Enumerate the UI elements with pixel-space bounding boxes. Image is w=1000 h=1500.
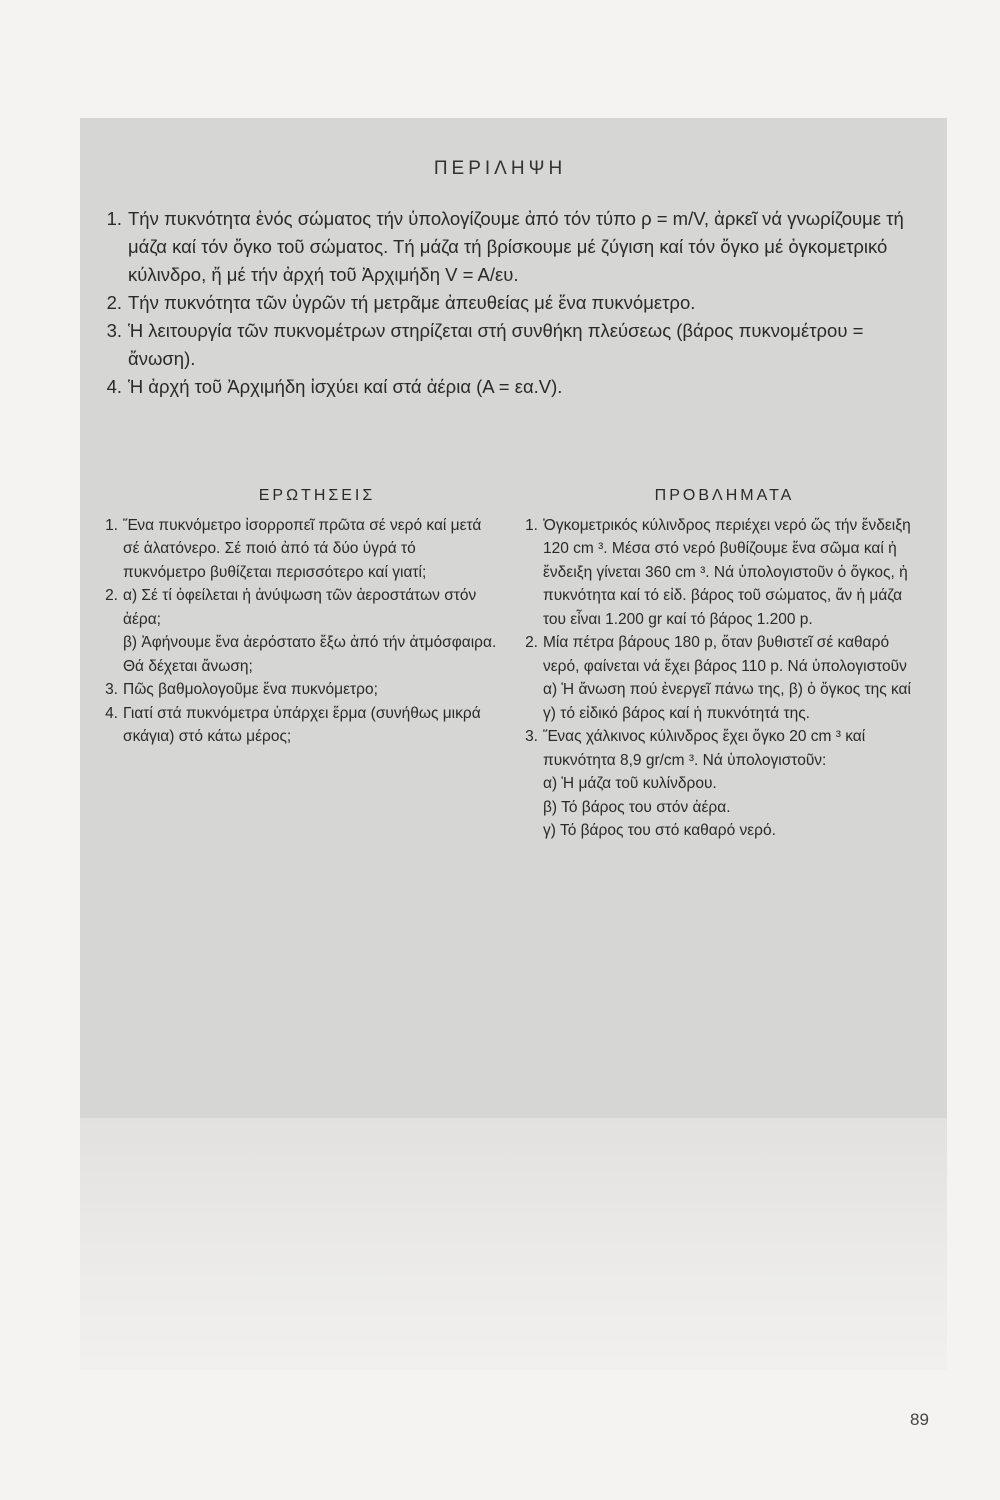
item-number: 1.: [525, 516, 538, 534]
item-number: 4.: [105, 704, 118, 722]
page-number: 89: [910, 1410, 929, 1429]
item-text: Ἡ ἀρχή τοῦ Ἀρχιμήδη ἰσχύει καί στά ἀέρια (Α = εα.V).: [128, 376, 563, 397]
summary-heading: ΠΕΡΙΛΗΨΗ: [433, 158, 567, 179]
question-item: [92, 678, 502, 702]
item-text: α) Σέ τί ὀφείλεται ἡ ἀνύψωση τῶν ἀεροστάτων στόν ἀέρα;: [123, 587, 477, 628]
item-text: Τήν πυκνότητα ἑνός σώματος τήν ὑπολογίζουμε ἀπό τόν τύπο ρ = m/V, ἀρκεῖ νά γνωρίζουμε τή μάζα καί τόν ὄγκο τοῦ σώματος. Τή μάζα τή βρίσκουμε μέ ζύγιση καί τόν ὄγκο μέ ὀγκομετρικό κύλινδρο, ἤ μέ τήν ἀρχή τοῦ Ἀρχιμήδη V = A/ευ.: [128, 208, 904, 285]
question-item: [92, 584, 502, 678]
problem-item: [512, 514, 917, 632]
summary-item: [88, 205, 928, 289]
item-text: Ἡ λειτουργία τῶν πυκνομέτρων στηρίζεται στή συνθήκη πλεύσεως (βάρος πυκνομέτρου = ἄνωση).: [128, 320, 864, 369]
questions-column: [92, 484, 502, 749]
question-item: [92, 514, 502, 585]
problem-item: [512, 631, 917, 725]
item-text: Ἕνα πυκνόμετρο ἰσορροπεῖ πρῶτα σέ νερό καί μετά σέ ἁλατόνερο. Σέ ποιό ἀπό τά δύο ὑγρά τό πυκνόμετρο βυθίζεται περισσότερο καί γιατί;: [123, 516, 482, 581]
item-number: 4.: [106, 376, 122, 397]
item-text: γ) Τό βάρος του στό καθαρό νερό.: [543, 822, 776, 839]
item-number: 2.: [105, 587, 118, 604]
summary-item: [88, 317, 928, 373]
item-number: 3.: [525, 728, 538, 745]
item-number: 2.: [106, 292, 122, 313]
problem-item: [512, 725, 917, 843]
item-text: β) Ἀφήνουμε ἕνα ἀερόστατο ἔξω ἀπό τήν ἀτμόσφαιρα. Θά δέχεται ἄνωση;: [123, 634, 497, 675]
faded-lower-area: [80, 1118, 947, 1370]
item-text: β) Τό βάρος του στόν ἀέρα.: [543, 798, 731, 816]
item-text: Ἕνας χάλκινος κύλινδρος ἔχει ὄγκο 20 cm ³ καί πυκνότητα 8,9 gr/cm ³. Νά ὑπολογιστοῦν:: [543, 728, 866, 769]
question-item: [92, 702, 502, 749]
item-number: 3.: [105, 681, 118, 698]
item-number: 1.: [106, 208, 122, 229]
summary-item: [88, 289, 928, 317]
problems-heading: ΠΡΟΒΛΗΜΑΤΑ: [654, 487, 795, 504]
item-number: 2.: [525, 634, 538, 651]
item-text: Γιατί στά πυκνόμετρα ὑπάρχει ἕρμα (συνήθως μικρά σκάγια) στό κάτω μέρος;: [123, 704, 481, 745]
questions-heading: ΕΡΩΤΗΣΕΙΣ: [258, 487, 376, 504]
item-text: Πῶς βαθμολογοῦμε ἕνα πυκνόμετρο;: [123, 681, 378, 698]
item-text: Μία πέτρα βάρους 180 p, ὅταν βυθιστεῖ σέ καθαρό νερό, φαίνεται νά ἔχει βάρος 110 p. Νά ὑπολογιστοῦν α) Ἡ ἄνωση πού ἐνεργεῖ πάνω της, β) ὁ ὄγκος της καί γ) τό εἰδικό βάρος καί ἡ πυκνότητά της.: [543, 634, 911, 722]
item-number: 1.: [105, 516, 118, 534]
item-text: α) Ἡ μάζα τοῦ κυλίνδρου.: [543, 775, 717, 792]
item-text: Τήν πυκνότητα τῶν ὑγρῶν τή μετρᾶμε ἀπευθείας μέ ἕνα πυκνόμετρο.: [128, 292, 696, 313]
item-number: 3.: [106, 320, 122, 341]
summary-list: [88, 205, 928, 401]
summary-item: [88, 373, 928, 401]
problems-column: [512, 484, 917, 843]
item-text: Ὀγκομετρικός κύλινδρος περιέχει νερό ὥς τήν ἔνδειξη 120 cm ³. Μέσα στό νερό βυθίζουμε ἕνα σῶμα καί ἡ ἔνδειξη γίνεται 360 cm ³. Νά ὑπολογιστοῦν ὁ ὄγκος, ἡ πυκνότητα καί τό εἰδ. βάρος τοῦ σώματος, ἄν ἡ μάζα του εἶναι 1.200 gr καί τό βάρος 1.200 p.: [543, 516, 911, 628]
